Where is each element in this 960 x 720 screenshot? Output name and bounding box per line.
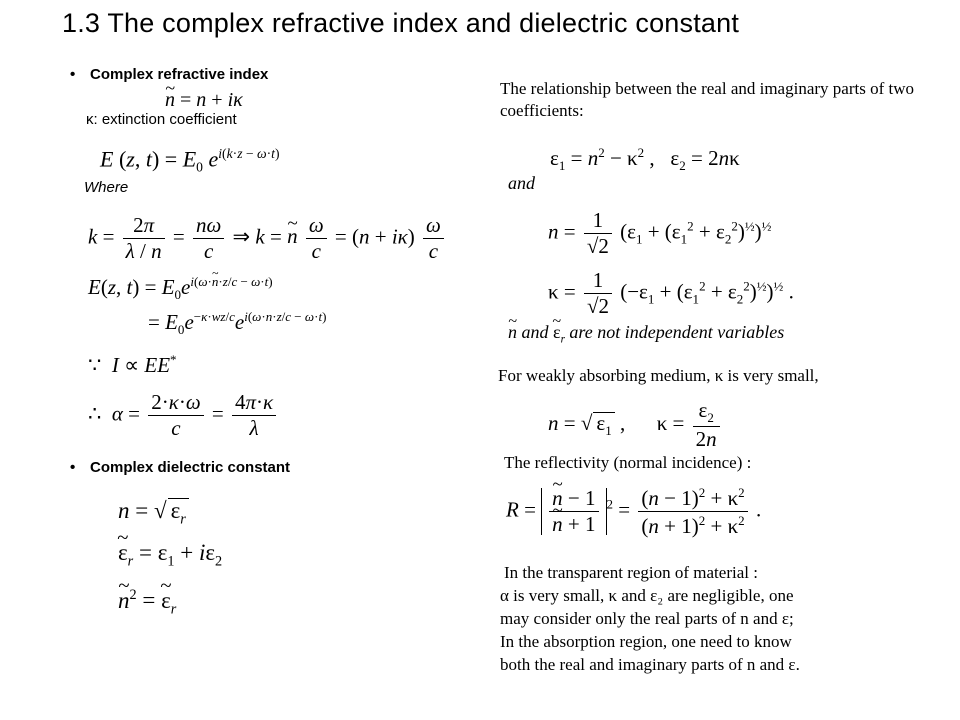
equation-E-expanded: = $E_0e^{-\kappa\cdot wz/c}e^{i(\omega\cdot n\cdot z/c - \omega\cdot t)}$ (148, 309, 327, 338)
and-text: and (508, 173, 535, 193)
bullet-label: Complex dielectric constant (90, 459, 291, 476)
transparent-region-line-3: may consider only the real parts of n and ε; (500, 609, 794, 628)
relationship-text: The relationship between the real and imaginary parts of two coefficients: (500, 79, 914, 120)
equation-n-tilde: ~ n = n + iκ (165, 90, 243, 110)
equation-alpha: ∴ α = $\frac{2\cdot\kappa\cdot\omega}{c}$ = $\frac{4\pi\cdot\kappa}{\lambda}$ (88, 392, 279, 439)
bullet-glyph: • (70, 459, 76, 476)
equation-E-tilde: E(z, $t) = E_0e^{i(\omega\cdot\sim n\cdot z/c - \omega\cdot t)}$ (88, 275, 273, 301)
where-label: Where (84, 179, 129, 196)
transparent-region-line-2: α is very small, κ and ε₂ are negligible, one (500, 586, 794, 605)
equation-intensity: ∵ I ∝ EE* (88, 352, 177, 377)
equation-weak-absorption: n = √ $\varepsilon_1$ , κ = $\frac{\varepsilon_2}{2n}$ (548, 400, 723, 450)
reflectivity-text: The reflectivity (normal incidence) : (504, 453, 752, 472)
not-independent-text: are not independent variables (569, 322, 785, 342)
weakly-absorbing-text: For weakly absorbing medium, κ is very small, (498, 366, 819, 385)
absorption-region-line-1: In the absorption region, one need to know (500, 632, 792, 651)
page-title: 1.3 The complex refractive index and dielectric constant (62, 8, 740, 38)
absorption-region-line-2: both the real and imaginary parts of n and ε. (500, 655, 800, 674)
kappa-label: κ: extinction coefficient (86, 111, 237, 128)
bullet-glyph: • (70, 66, 76, 83)
equation-n-from-eps: n = $\frac{1}{√2}$ $(\varepsilon_1 + (\varepsilon_1^2 + \varepsilon_2^2)^{\frac{1}{2}})^{\frac{1}{2}}$ (548, 208, 772, 258)
equation-kappa-from-eps: κ = $\frac{1}{√2}$ $(-\varepsilon_1 + (\varepsilon_1^2 + \varepsilon_2^2)^{\frac{1}{2}})^{\frac{1}{2}}$ . (548, 268, 794, 318)
and-label (508, 174, 535, 192)
transparent-region-line-1: In the transparent region of material : (504, 563, 758, 582)
equation-eps-tilde: ~ $\varepsilon_r = \varepsilon_1 + i\varepsilon_2$ (118, 541, 222, 569)
not-independent-note: ~ n and ~ $\varepsilon_r$ are not independent variables (508, 323, 784, 346)
equation-eps1-eps2: $\varepsilon_1 = n^2 - \kappa^2$ , $\varepsilon_2 = 2n\kappa$ (550, 145, 740, 174)
equation-k: k = $\frac{2\pi}{\lambda / n}$ = $\frac{n\omega}{c}$ ⇒ k = ~ n $\frac{\omega}{c}$ = (n + iκ) $\frac{\omega}{c}$ (88, 215, 447, 262)
bullet-complex-dielectric-constant (70, 459, 290, 476)
bullet-label: Complex refractive index (90, 66, 269, 83)
equation-reflectivity: R = ~ n − 1 ~ n + 1 $^2$ = $\frac{(n - 1)^2 + \kappa^2}{(n + 1)^2 + \kappa^2}$ . (506, 486, 761, 537)
equation-n2-eps: ~ $n^2$ = ~ $\varepsilon_r$ (118, 588, 176, 617)
equation-wave: E (z, $t) = E_0$ $e^{i(k\cdot z - \omega\cdot t)}$ (100, 146, 280, 175)
equation-n-sqrt: n = √ $\varepsilon_r$ (118, 498, 189, 527)
and-word: and (521, 322, 549, 342)
